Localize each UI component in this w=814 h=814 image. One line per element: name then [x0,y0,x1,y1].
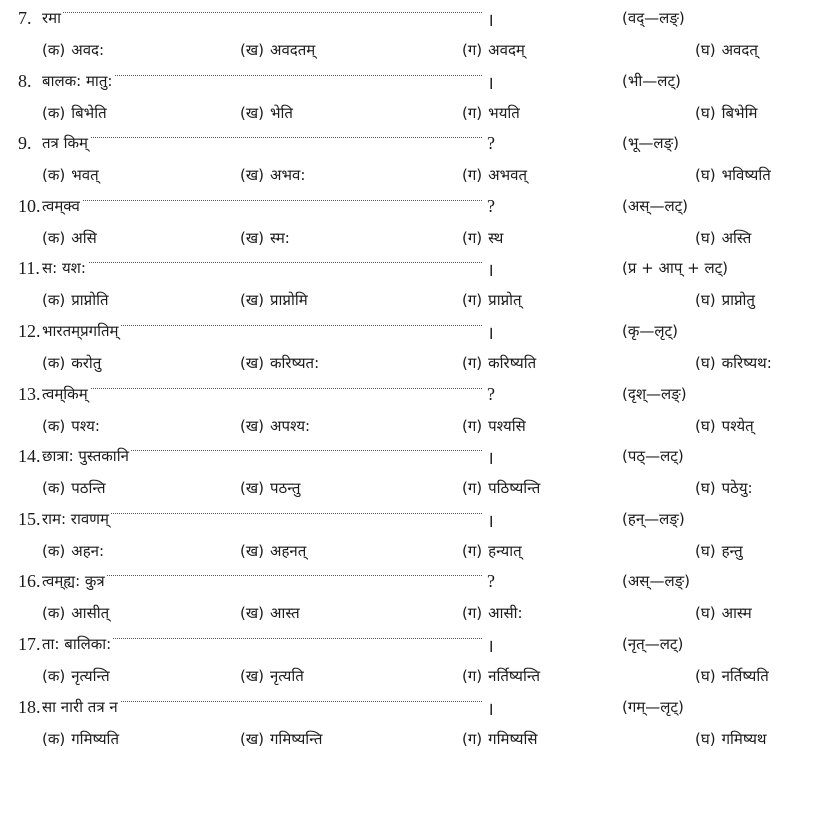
option-label: (घ) [695,103,716,122]
question-number: 13. [18,383,41,404]
option-label: (क) [42,667,66,685]
blank-dotted-line [42,575,482,576]
option-text: गमिष्यति [71,729,119,748]
option-label: (क) [42,291,66,310]
option-label: (क) [42,41,66,59]
option-text: पश्येत् [721,416,754,435]
option-label: (ख) [240,541,264,560]
option-text: पठन्ति [71,479,106,498]
option-label: (घ) [695,354,716,372]
root-tense-hint: (वद्—लङ्) [622,9,685,27]
question-stem: भारतम्‌प्रगतिम् [42,322,119,340]
option-text: अहनत् [269,541,307,560]
option-label: (क) [42,166,66,185]
answer-option [462,541,522,561]
option-label: (ग) [462,166,483,185]
question-stem: त्वम्‌क्व [42,196,80,215]
option-text: गमिष्यथ [721,729,767,748]
option-text: बिभेमि [721,103,758,122]
option-label: (ख) [240,416,264,435]
option-text: प्राप्नोतु [721,291,755,310]
question-stem: राम: रावणम् [42,509,109,528]
answer-option [240,290,308,310]
question-number: 11. [18,258,40,279]
answer-option [695,729,767,749]
answer-option [695,40,758,60]
answer-option [42,416,100,436]
option-text: प्राप्नोमि [269,291,308,310]
option-label: (ग) [462,604,483,623]
option-label: (ग) [462,291,483,310]
answer-option [240,729,322,749]
option-text: भवत् [71,166,99,185]
question-number: 15. [18,508,41,529]
root-tense-hint: (दृश्—लङ्) [622,384,687,403]
question-number: 16. [18,571,41,592]
answer-option [462,603,523,623]
answer-option [462,40,525,60]
question-punctuation: । [487,698,494,719]
answer-option [462,353,536,373]
option-label: (घ) [695,604,716,623]
question-stem: तत्र किम् [42,134,88,153]
option-label: (घ) [695,291,716,310]
option-label: (घ) [695,729,716,748]
root-tense-hint: (गम्—लृट्) [622,697,684,716]
question-item [0,509,814,571]
option-text: करिष्यत: [269,354,320,372]
option-text: करिष्यथ: [721,354,772,372]
option-label: (ख) [240,604,264,623]
option-text: नर्तिष्यति [721,667,769,685]
question-punctuation: ? [487,571,495,592]
question-punctuation: । [487,448,494,469]
option-text: भविष्यति [721,166,771,185]
option-label: (ग) [462,354,483,372]
question-stem: त्वम्‌ह्य: कुत्र [42,572,105,591]
option-text: गमिष्यसि [488,729,538,748]
root-tense-hint: (कृ—लृट्) [622,322,678,340]
answer-option [240,478,300,498]
question-number: 17. [18,634,41,654]
option-label: (क) [42,103,66,122]
option-text: पठेयु: [721,479,753,498]
option-label: (ग) [462,479,483,498]
question-number: 9. [18,133,32,154]
answer-option [42,353,101,373]
question-punctuation: ? [487,195,495,216]
option-label: (ग) [462,729,483,748]
option-label: (क) [42,604,66,623]
blank-dotted-line [42,12,482,13]
option-text: अवदम् [488,41,525,59]
option-text: नर्तिष्यन्ति [488,667,540,685]
option-text: हन्यात् [488,541,522,560]
option-label: (क) [42,479,66,498]
question-stem: छात्रा: पुस्तकानि [42,447,129,466]
option-text: अपश्य: [269,416,311,435]
option-label: (क) [42,729,66,748]
option-text: गमिष्यन्ति [269,729,323,748]
answer-option [695,666,769,686]
answer-option [695,416,754,436]
answer-option [240,353,319,373]
option-label: (ख) [240,41,264,59]
option-label: (ग) [462,416,483,435]
option-label: (ग) [462,228,483,247]
option-text: भयति [488,103,520,122]
option-label: (ग) [462,667,483,685]
answer-option [42,478,106,498]
option-text: पश्यसि [488,416,526,435]
option-label: (घ) [695,667,716,685]
option-text: करोतु [71,354,102,372]
question-number: 12. [18,321,41,341]
option-label: (घ) [695,228,716,247]
question-number: 18. [18,696,41,717]
option-label: (ग) [462,103,483,122]
option-text: अवदत् [721,41,758,59]
answer-option [42,165,99,185]
blank-dotted-line [42,137,482,138]
question-punctuation: । [487,636,494,656]
option-text: अभवत् [488,166,528,185]
answer-option [42,290,109,310]
answer-option [42,603,109,623]
answer-option [695,541,743,561]
question-number: 14. [18,446,41,467]
option-label: (ग) [462,541,483,560]
option-text: प्राप्नोति [71,291,109,310]
question-punctuation: । [487,72,494,93]
question-punctuation: । [487,323,494,343]
option-text: पठन्तु [269,479,301,498]
option-text: करिष्यति [488,354,537,372]
answer-option [240,666,304,686]
question-item [0,133,814,195]
answer-option [695,165,771,185]
root-tense-hint: (हन्—लङ्) [622,509,685,528]
option-label: (ख) [240,228,264,247]
option-text: अवद: [71,41,105,59]
option-text: हन्तु [721,541,743,560]
question-number: 8. [18,70,32,91]
answer-option [42,666,110,686]
option-text: प्राप्नोत् [488,291,522,310]
root-tense-hint: (नृत्—लट्) [622,635,684,653]
answer-option [42,228,97,248]
answer-option [462,729,538,749]
root-tense-hint: (अस्—लङ्) [622,572,691,591]
answer-option [240,165,305,185]
answer-option [240,416,310,436]
question-stem: ता: बालिका: [42,635,112,653]
option-label: (घ) [695,41,716,59]
answer-option [462,290,522,310]
option-label: (ख) [240,479,264,498]
question-punctuation: ? [487,383,495,404]
question-stem: रमा [42,9,61,27]
blank-dotted-line [42,262,482,263]
answer-option [42,541,104,561]
option-text: आस्म [721,604,752,623]
option-label: (ख) [240,354,264,372]
answer-option [462,416,526,436]
option-label: (ख) [240,166,264,185]
option-text: अवदतम् [269,41,316,59]
question-punctuation: ? [487,133,495,154]
option-text: भेति [269,103,293,122]
root-tense-hint: (भी—लट्) [622,71,681,90]
answer-option [42,103,107,123]
answer-option [240,103,293,123]
question-item [0,634,814,696]
option-label: (ख) [240,291,264,310]
option-text: अस्ति [721,228,752,247]
blank-dotted-line [42,388,482,389]
question-item [0,321,814,383]
option-text: असि [71,228,97,247]
answer-option [695,228,751,248]
option-label: (ख) [240,729,264,748]
option-text: आसीत् [71,604,110,623]
question-item [0,697,814,759]
option-text: स्थ [488,228,504,247]
question-item [0,384,814,446]
question-item [0,446,814,508]
option-label: (ख) [240,103,264,122]
question-punctuation: । [487,10,494,30]
option-label: (क) [42,541,66,560]
option-label: (ग) [462,41,483,59]
answer-option [462,165,527,185]
question-punctuation: । [487,510,494,531]
question-stem: सा नारी तत्र न [42,697,118,716]
option-label: (ख) [240,667,264,685]
question-item [0,196,814,258]
answer-option [462,228,503,248]
option-label: (घ) [695,479,716,498]
option-text: अहन: [71,541,105,560]
answer-option [695,353,772,373]
answer-option [240,228,290,248]
question-stem: स: यश: [42,259,86,278]
option-label: (क) [42,354,66,372]
answer-option [240,603,300,623]
option-label: (घ) [695,416,716,435]
question-stem: त्वम्‌किम् [42,384,88,403]
question-item [0,8,814,70]
question-item [0,571,814,633]
option-text: बिभेति [71,103,107,122]
answer-option [240,40,315,60]
option-text: पठिष्यन्ति [488,479,541,498]
option-text: आस्त [269,604,300,623]
option-text: अभव: [269,166,306,185]
option-label: (क) [42,228,66,247]
answer-option [695,290,755,310]
option-text: आसी: [488,604,523,623]
option-label: (घ) [695,166,716,185]
option-text: नृत्यति [269,667,304,685]
option-label: (क) [42,416,66,435]
answer-option [42,40,104,60]
question-number: 10. [18,195,41,216]
answer-option [695,103,757,123]
root-tense-hint: (अस्—लट्) [622,196,689,215]
answer-option [42,729,119,749]
question-item [0,258,814,320]
option-text: स्म: [269,228,290,247]
answer-option [695,603,752,623]
option-label: (घ) [695,541,716,560]
answer-option [240,541,306,561]
question-number: 7. [18,8,32,28]
answer-option [695,478,753,498]
option-text: पश्य: [71,416,100,435]
answer-option [462,478,540,498]
question-stem: बालक: मातु: [42,71,113,90]
answer-option [462,666,540,686]
question-punctuation: । [487,260,494,281]
blank-dotted-line [42,200,482,201]
option-text: नृत्यन्ति [71,667,110,685]
root-tense-hint: (प्र + आप् + लट्) [622,259,729,278]
root-tense-hint: (भू—लङ्) [622,134,679,153]
answer-option [462,103,520,123]
question-item [0,71,814,133]
root-tense-hint: (पठ्—लट्) [622,447,684,466]
